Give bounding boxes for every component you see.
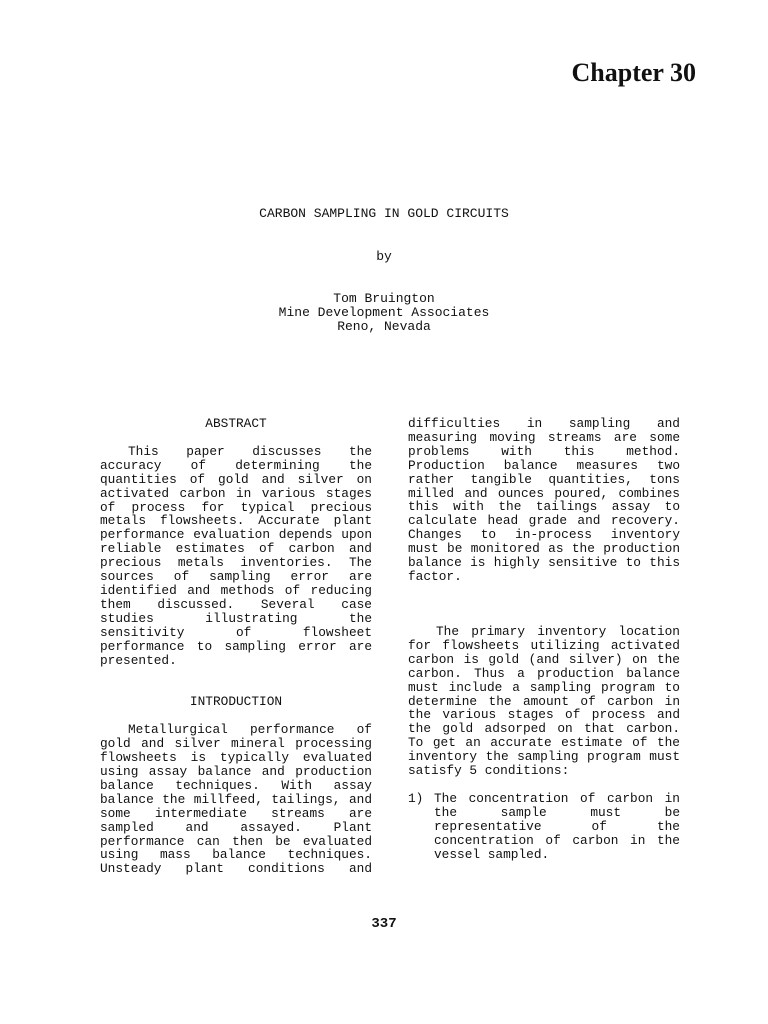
list-item [408, 792, 680, 862]
page-number: 337 [371, 916, 397, 932]
abstract-heading: ABSTRACT [205, 416, 267, 431]
introduction-heading: INTRODUCTION [189, 694, 283, 710]
introduction-paragraph-1: Metallurgical performance of gold and silver mineral processing flowsheets is typically evaluated using assay balance and production balance techniques. With assay balance the millfeed, tailings, and some intermediate streams are sampled and assayed. Plant performance can then be evaluated using mass balance techniques. Unsteady plant conditions and [100, 723, 372, 877]
right-column [408, 417, 680, 862]
by-line: by [376, 249, 392, 264]
author-name: Tom Bruington [333, 291, 435, 306]
author-location: Reno, Nevada [337, 319, 431, 334]
list-item-number: 1) [408, 790, 424, 806]
left-column [100, 417, 372, 876]
list-item-text: The concentration of carbon in the sample must be representative of the concentration of carbon in the vessel sampled. [434, 790, 680, 862]
introduction-paragraph-1-continued [408, 417, 680, 625]
author-affiliation: Mine Development Associates [278, 305, 490, 320]
abstract-text: This paper discusses the accuracy of determining the quantities of gold and silver on activated carbon in various stages of process for typical precious metals flowsheets. Accurate plant performance evaluation depends upon reliable estimates of carbon and precious metals inventories. The sources of sampling error are identified and methods of reducing them discussed. Several case studies illustrating the sensitivity of flowsheet performance to sampling error are presented. [100, 443, 372, 668]
paper-title: CARBON SAMPLING IN GOLD CIRCUITS [259, 206, 509, 221]
introduction-paragraph-2: The primary inventory location for flowsheets utilizing activated carbon is gold (and silver) on the carbon. Thus a production balance must include a sampling program to determine the amount of carbon in the various stages of process and the gold adsorped on that carbon. To get an accurate estimate of the inventory the sampling program must satisfy 5 conditions: [408, 624, 680, 779]
introduction-paragraph-1-continuation: difficulties in sampling and measuring moving streams are some problems with this method. Production balance measures two rather tangible quantities, tons milled and ounces poured, combines this with the tailings assay to calculate head grade and recovery. Changes to in-process inventory must be monitored as the production balance is highly sensitive to this factor. [408, 417, 680, 584]
chapter-label: Chapter 30 [571, 58, 696, 87]
